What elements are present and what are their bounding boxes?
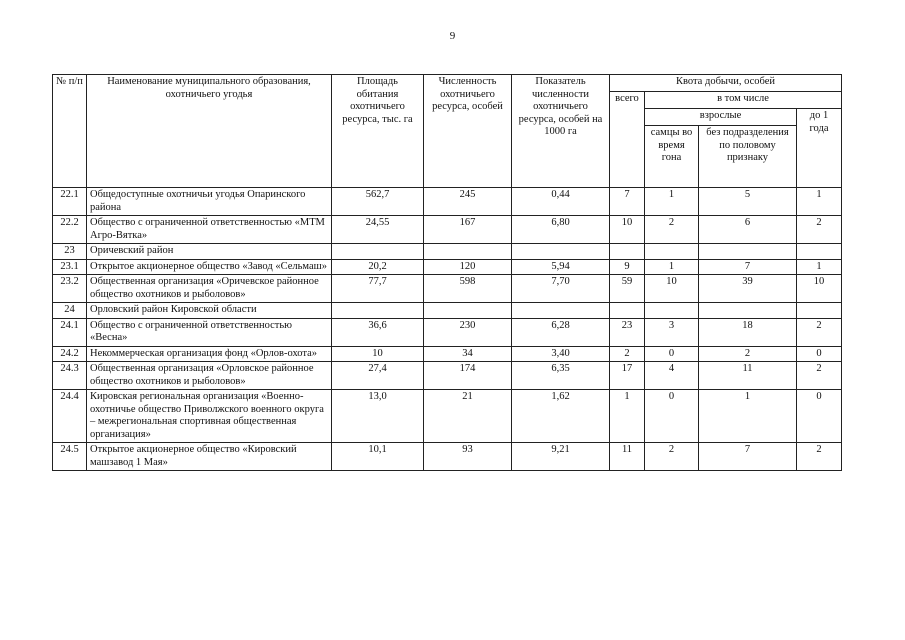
district-row: [53, 244, 842, 260]
cell-under1: 2: [797, 318, 842, 346]
cell-district-name: Оричевский район: [87, 244, 332, 260]
cell-nosex: 2: [699, 346, 797, 362]
cell-name: Открытое акционерное общество «Завод «Сельмаш»: [87, 259, 332, 275]
cell-empty: [610, 303, 645, 319]
cell-males: 1: [645, 259, 699, 275]
header-count: Численность охотничьего ресурса, особей: [424, 75, 512, 188]
cell-density: 0,44: [512, 188, 610, 216]
quota-table: [52, 74, 842, 471]
cell-count: 120: [424, 259, 512, 275]
cell-empty: [645, 244, 699, 260]
cell-district-name: Орловский район Кировской области: [87, 303, 332, 319]
cell-males: 4: [645, 362, 699, 390]
header-males: самцы во время гона: [645, 126, 699, 188]
cell-under1: 10: [797, 275, 842, 303]
cell-name: Открытое акционерное общество «Кировский машзавод 1 Мая»: [87, 443, 332, 471]
cell-empty: [424, 244, 512, 260]
header-num: № п/п: [53, 75, 87, 188]
cell-name: Общественная организация «Орловское районное общество охотников и рыболовов»: [87, 362, 332, 390]
header-area: Площадь обитания охотничьего ресурса, тыс. га: [332, 75, 424, 188]
cell-density: 7,70: [512, 275, 610, 303]
cell-males: 10: [645, 275, 699, 303]
cell-name: Кировская региональная организация «Военно-охотничье общество Приволжского военного округа – межрегиональная спортивная общественная организация»: [87, 390, 332, 443]
cell-under1: 2: [797, 362, 842, 390]
cell-name: Общественная организация «Оричевское районное общество охотников и рыболовов»: [87, 275, 332, 303]
cell-under1: 1: [797, 259, 842, 275]
cell-under1: 2: [797, 443, 842, 471]
cell-density: 9,21: [512, 443, 610, 471]
cell-num: 22.1: [53, 188, 87, 216]
header-density: Показатель численности охотничьего ресурса, особей на 1000 га: [512, 75, 610, 188]
cell-empty: [797, 303, 842, 319]
cell-males: 3: [645, 318, 699, 346]
district-row: [53, 303, 842, 319]
page-number: 9: [449, 30, 456, 42]
cell-area: 13,0: [332, 390, 424, 443]
cell-males: 1: [645, 188, 699, 216]
cell-total: 2: [610, 346, 645, 362]
cell-count: 21: [424, 390, 512, 443]
cell-males: 0: [645, 346, 699, 362]
cell-name: Некоммерческая организация фонд «Орлов-охота»: [87, 346, 332, 362]
cell-nosex: 1: [699, 390, 797, 443]
cell-males: 2: [645, 216, 699, 244]
cell-density: 1,62: [512, 390, 610, 443]
cell-count: 34: [424, 346, 512, 362]
table-row: [53, 188, 842, 216]
table-row: [53, 346, 842, 362]
cell-empty: [512, 303, 610, 319]
cell-empty: [424, 303, 512, 319]
cell-empty: [699, 303, 797, 319]
cell-total: 11: [610, 443, 645, 471]
cell-density: 6,80: [512, 216, 610, 244]
cell-empty: [332, 244, 424, 260]
cell-total: 59: [610, 275, 645, 303]
cell-area: 562,7: [332, 188, 424, 216]
table-row: [53, 259, 842, 275]
cell-under1: 0: [797, 390, 842, 443]
cell-name: Общество с ограниченной ответственностью «Весна»: [87, 318, 332, 346]
cell-total: 17: [610, 362, 645, 390]
cell-area: 24,55: [332, 216, 424, 244]
cell-nosex: 18: [699, 318, 797, 346]
cell-density: 5,94: [512, 259, 610, 275]
cell-total: 9: [610, 259, 645, 275]
cell-count: 245: [424, 188, 512, 216]
cell-num: 24.3: [53, 362, 87, 390]
cell-density: 6,35: [512, 362, 610, 390]
cell-empty: [512, 244, 610, 260]
cell-under1: 0: [797, 346, 842, 362]
cell-area: 77,7: [332, 275, 424, 303]
cell-num: 23: [53, 244, 87, 260]
header-under1: до 1 года: [797, 109, 842, 188]
cell-num: 24.2: [53, 346, 87, 362]
cell-num: 23.2: [53, 275, 87, 303]
table-row: [53, 318, 842, 346]
cell-area: 20,2: [332, 259, 424, 275]
cell-nosex: 7: [699, 259, 797, 275]
cell-num: 24.5: [53, 443, 87, 471]
cell-nosex: 39: [699, 275, 797, 303]
table-body: [53, 188, 842, 471]
table-row: [53, 362, 842, 390]
cell-total: 23: [610, 318, 645, 346]
cell-density: 3,40: [512, 346, 610, 362]
cell-under1: 2: [797, 216, 842, 244]
header-adults: взрослые: [645, 109, 797, 126]
cell-males: 2: [645, 443, 699, 471]
cell-empty: [699, 244, 797, 260]
header-nosex: без подразделения по половому признаку: [699, 126, 797, 188]
cell-density: 6,28: [512, 318, 610, 346]
cell-total: 1: [610, 390, 645, 443]
cell-area: 27,4: [332, 362, 424, 390]
cell-total: 10: [610, 216, 645, 244]
header-total: всего: [610, 92, 645, 188]
table-row: [53, 390, 842, 443]
cell-num: 23.1: [53, 259, 87, 275]
cell-count: 230: [424, 318, 512, 346]
cell-males: 0: [645, 390, 699, 443]
cell-name: Общедоступные охотничьи угодья Опаринского района: [87, 188, 332, 216]
table-row: [53, 216, 842, 244]
cell-count: 167: [424, 216, 512, 244]
cell-area: 10: [332, 346, 424, 362]
cell-empty: [332, 303, 424, 319]
cell-under1: 1: [797, 188, 842, 216]
cell-count: 93: [424, 443, 512, 471]
cell-nosex: 7: [699, 443, 797, 471]
cell-area: 10,1: [332, 443, 424, 471]
cell-num: 22.2: [53, 216, 87, 244]
table-header: [53, 75, 842, 188]
cell-empty: [645, 303, 699, 319]
cell-num: 24.4: [53, 390, 87, 443]
table-row: [53, 275, 842, 303]
cell-total: 7: [610, 188, 645, 216]
cell-count: 598: [424, 275, 512, 303]
cell-nosex: 11: [699, 362, 797, 390]
cell-nosex: 5: [699, 188, 797, 216]
cell-empty: [797, 244, 842, 260]
cell-nosex: 6: [699, 216, 797, 244]
cell-area: 36,6: [332, 318, 424, 346]
cell-empty: [610, 244, 645, 260]
header-including: в том числе: [645, 92, 842, 109]
header-quota: Квота добычи, особей: [610, 75, 842, 92]
cell-count: 174: [424, 362, 512, 390]
cell-num: 24.1: [53, 318, 87, 346]
cell-name: Общество с ограниченной ответственностью «МТМ Агро-Вятка»: [87, 216, 332, 244]
table-row: [53, 443, 842, 471]
cell-num: 24: [53, 303, 87, 319]
header-name: Наименование муниципального образования, охотничьего угодья: [87, 75, 332, 188]
